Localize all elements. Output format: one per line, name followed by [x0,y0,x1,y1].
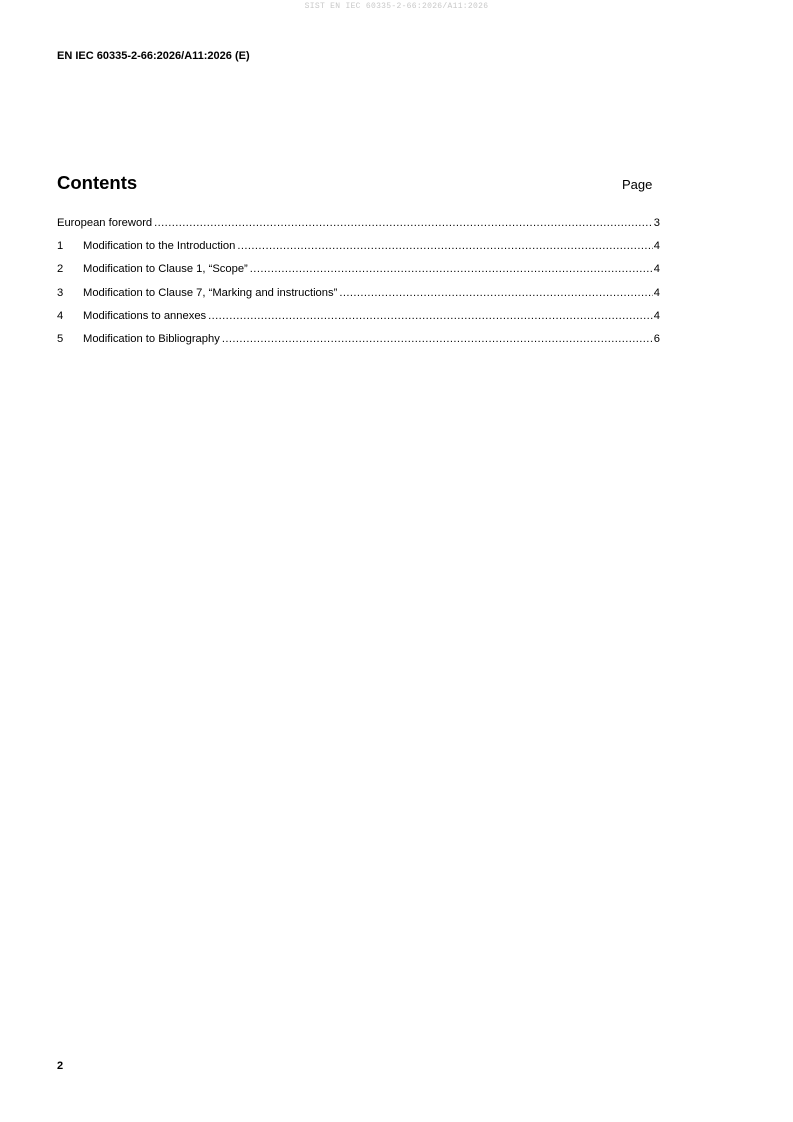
dot-leader [237,239,652,254]
toc-entry-title: Modification to the Introduction [83,240,236,253]
document-id-header: EN IEC 60335-2-66:2026/A11:2026 (E) [57,50,250,62]
toc-entry-title: European foreword [57,217,153,229]
toc-entry-page: 4 [653,240,660,253]
toc-entry-title: Modifications to annexes [83,309,207,322]
toc-entry-clause-2[interactable] [57,262,660,285]
toc-entry-title: Modification to Clause 1, “Scope” [83,263,248,276]
toc-entry-page: 4 [653,286,660,299]
toc-entry-clause-1[interactable] [57,239,660,262]
toc-entry-page: 4 [653,309,660,322]
toc-entry-page: 4 [653,263,660,276]
toc-entry-title: Modification to Bibliography [83,332,220,345]
toc-entry-number: 5 [57,332,64,345]
toc-entry-number: 4 [57,309,64,322]
page-column-label: Page [622,177,653,192]
dot-leader [208,309,653,324]
page-number: 2 [57,1060,64,1072]
dot-leader [222,332,653,347]
toc-entry-clause-3[interactable] [57,286,660,309]
watermark: SIST EN IEC 60335-2-66:2026/A11:2026 [304,2,489,11]
toc-entry-number: 2 [57,263,64,276]
toc-entry-title: Modification to Clause 7, “Marking and instructions” [83,286,338,299]
toc-entry-clause-5[interactable] [57,332,660,355]
toc-entry-number: 1 [57,240,64,253]
toc-entry-number: 3 [57,286,64,299]
toc-entry-clause-4[interactable] [57,309,660,332]
contents-title: Contents [57,172,138,193]
dot-leader [339,286,652,301]
dot-leader [154,216,653,231]
toc-entry-page: 3 [653,217,660,229]
table-of-contents [57,216,660,355]
dot-leader [250,262,653,277]
toc-entry-page: 6 [653,332,660,345]
toc-entry-european-foreword[interactable] [57,216,660,239]
